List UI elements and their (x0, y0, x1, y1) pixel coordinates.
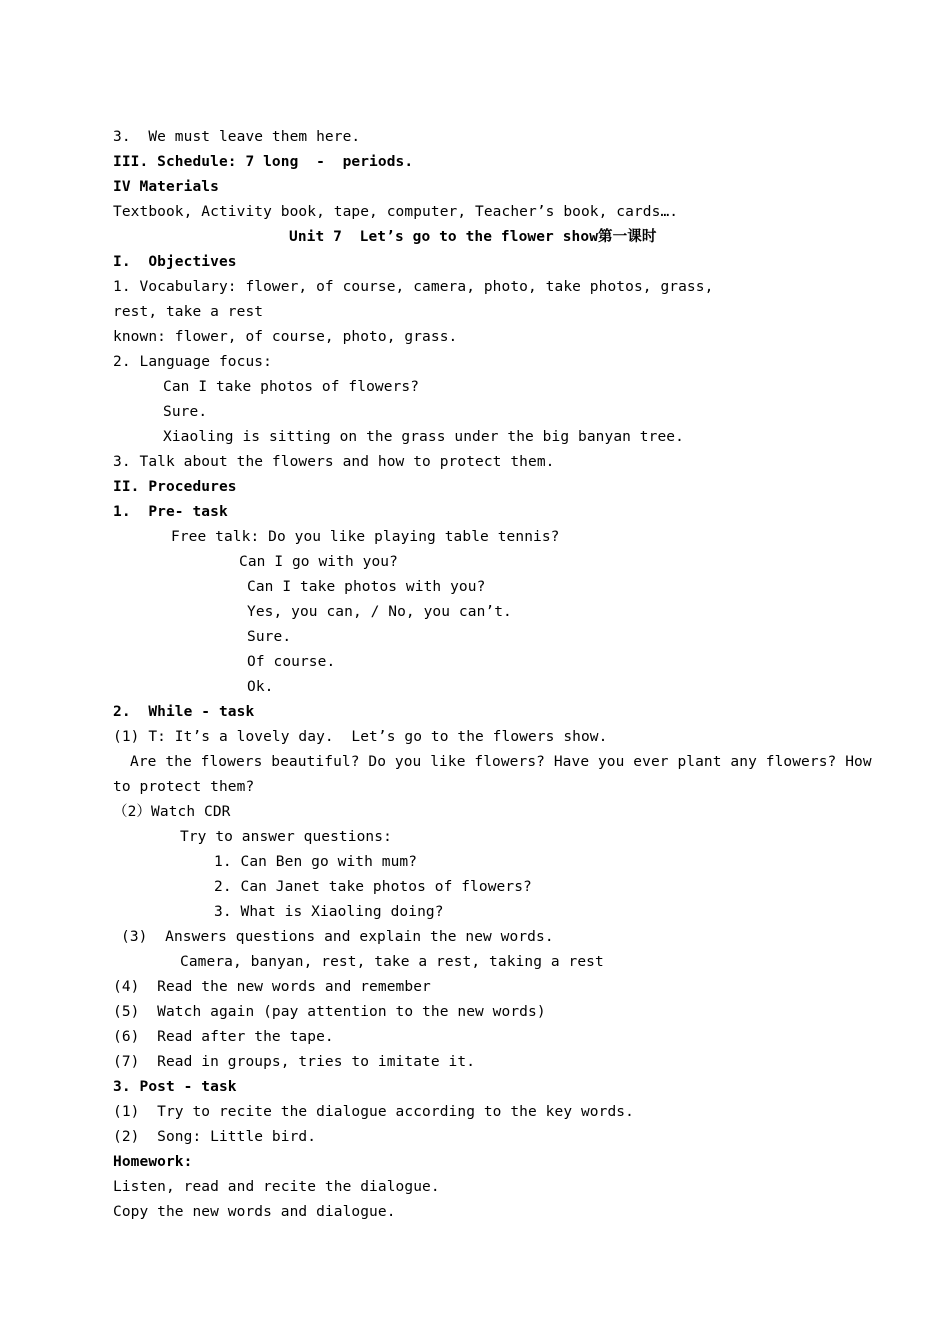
subsection-heading: 1. Pre- task (113, 504, 228, 520)
list-item: (1) T: It’s a lovely day. Let’s go to the flowers show. (113, 729, 608, 745)
list-item: 3. Talk about the flowers and how to protect them. (113, 454, 555, 470)
section-heading: III. Schedule: 7 long - periods. (113, 154, 414, 170)
paragraph: Can I go with you? (239, 554, 398, 570)
list-item: (7) Read in groups, tries to imitate it. (113, 1054, 476, 1070)
list-item: (6) Read after the tape. (113, 1029, 334, 1045)
list-item: （2）Watch CDR (113, 804, 231, 820)
paragraph: Try to answer questions: (180, 829, 392, 845)
section-heading: II. Procedures (113, 479, 237, 495)
section-heading: IV Materials (113, 179, 219, 195)
paragraph: Textbook, Activity book, tape, computer, Teacher’s book, cards…. (113, 204, 679, 220)
list-item: 1. Vocabulary: flower, of course, camera, photo, take photos, grass, (113, 279, 714, 295)
list-item: (1) Try to recite the dialogue according to the key words. (113, 1104, 634, 1120)
subsection-heading: 2. While - task (113, 704, 255, 720)
list-item: (2) Song: Little bird. (113, 1129, 317, 1145)
list-item: 3. We must leave them here. (113, 129, 361, 145)
paragraph: Can I take photos with you? (247, 579, 486, 595)
paragraph: Sure. (163, 404, 208, 420)
paragraph: Of course. (247, 654, 336, 670)
paragraph: rest, take a rest (113, 304, 264, 320)
paragraph: to protect them? (113, 779, 255, 795)
paragraph: Are the flowers beautiful? Do you like flowers? Have you ever plant any flowers? How (130, 754, 872, 770)
document-title: Unit 7 Let’s go to the flower show第一课时 (289, 229, 657, 245)
section-heading: Homework: (113, 1154, 193, 1170)
list-item: 3. What is Xiaoling doing? (214, 904, 444, 920)
list-item: 2. Can Janet take photos of flowers? (214, 879, 532, 895)
paragraph: known: flower, of course, photo, grass. (113, 329, 458, 345)
paragraph: Xiaoling is sitting on the grass under the big banyan tree. (163, 429, 684, 445)
section-heading: I. Objectives (113, 254, 237, 270)
list-item: 2. Language focus: (113, 354, 272, 370)
list-item: 1. Can Ben go with mum? (214, 854, 418, 870)
paragraph: Camera, banyan, rest, take a rest, taking a rest (180, 954, 604, 970)
list-item: (4) Read the new words and remember (113, 979, 431, 995)
subsection-heading: 3. Post - task (113, 1079, 237, 1095)
paragraph: Free talk: Do you like playing table tennis? (171, 529, 560, 545)
paragraph: Ok. (247, 679, 274, 695)
list-item: (3) Answers questions and explain the new words. (121, 929, 554, 945)
paragraph: Copy the new words and dialogue. (113, 1204, 396, 1220)
paragraph: Sure. (247, 629, 292, 645)
paragraph: Yes, you can, / No, you can’t. (247, 604, 512, 620)
paragraph: Can I take photos of flowers? (163, 379, 420, 395)
list-item: (5) Watch again (pay attention to the new words) (113, 1004, 546, 1020)
paragraph: Listen, read and recite the dialogue. (113, 1179, 440, 1195)
